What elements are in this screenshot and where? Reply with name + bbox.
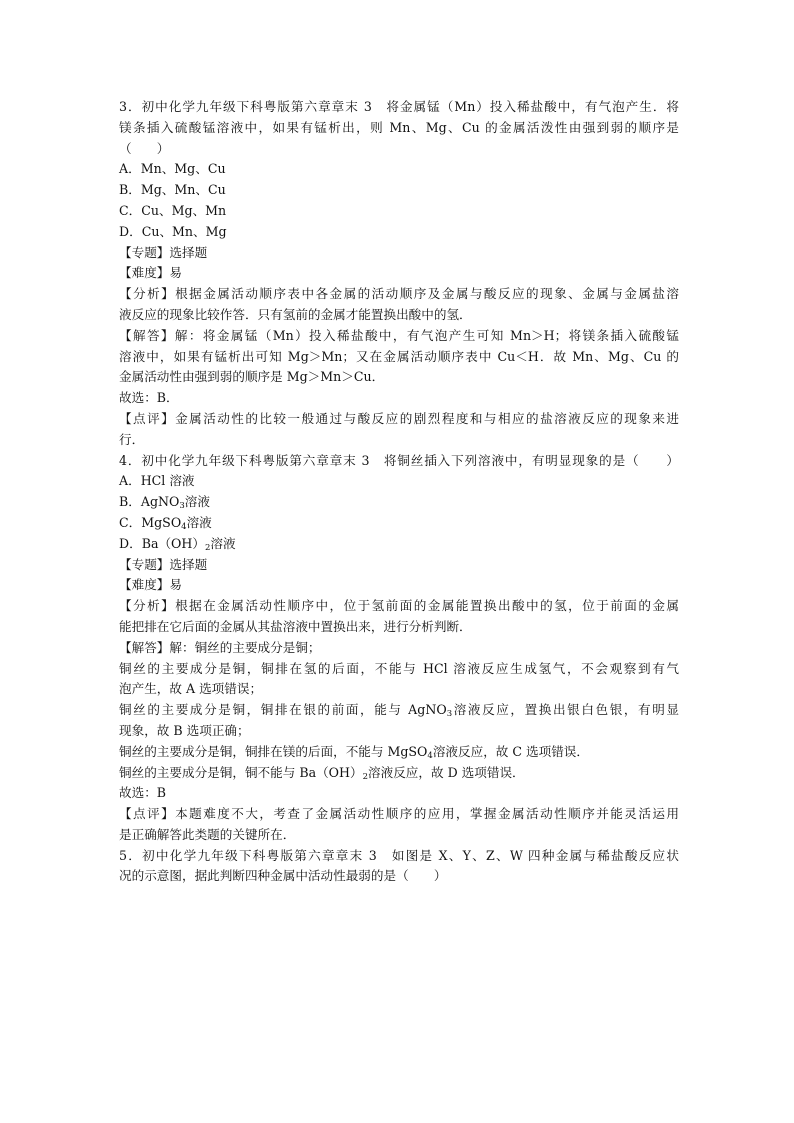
q4-option-d-suffix: 溶液 (210, 535, 236, 551)
q4-comment-line-1: 【点评】本题难度不大，考查了金属活动性顺序的应用，掌握金属活动性顺序并能灵活运用 (119, 806, 679, 822)
q3-option-a: A．Mn、Mg、Cu (119, 161, 226, 177)
q4-option-c (119, 513, 679, 534)
q4-option-b-text: B．AgNO (119, 494, 180, 510)
q3-answer-line-3: 金属活动性由强到弱的顺序是 Mg＞Mn＞Cu． (119, 369, 385, 385)
q5-stem-line-1: 5．初中化学九年级下科粤版第六章章末 3 如图是 X、Y、Z、W 四种金属与稀盐酸反应状 (119, 847, 679, 863)
q4-option-c-subscript: 4 (181, 521, 187, 532)
q3-comment-line-2: 行． (119, 431, 145, 447)
q3-analysis-line-2: 液反应的现象比较作答．只有氢前的金属才能置换出酸中的氢． (119, 306, 472, 322)
q4-answer-line-2: 铜丝的主要成分是铜，铜排在氢的后面，不能与 HCl 溶液反应生成氢气，不会观察到有气 (119, 660, 679, 676)
q4-option-b-suffix: 溶液 (184, 494, 210, 510)
q4-option-b (119, 492, 679, 513)
q4-difficulty: 【难度】易 (119, 577, 182, 593)
q4-choice: 故选：B (119, 785, 167, 801)
q4-analysis-line-1: 【分析】根据在金属活动性顺序中，位于氢前面的金属能置换出酸中的氢，位于前面的金属 (119, 598, 679, 614)
q3-choice: 故选：B． (119, 390, 179, 406)
question-3 (119, 97, 679, 451)
q4-answer-line-7-suffix: 溶液反应，故 D 选项错误． (368, 764, 525, 780)
q4-answer-line-3: 泡产生，故 A 选项错误； (119, 681, 263, 697)
q4-answer-line-5: 现象，故 B 选项正确； (119, 722, 250, 738)
q3-stem-line-2: 镁条插入硫酸锰溶液中，如果有锰析出，则 Mn、Mg、Cu 的金属活泼性由强到弱的顺序是 (119, 119, 679, 135)
q4-answer-line-7 (119, 763, 679, 784)
q3-analysis-line-1: 【分析】根据金属活动顺序表中各金属的活动顺序及金属与酸反应的现象、金属与金属盐溶 (119, 286, 679, 302)
q3-topic: 【专题】选择题 (119, 244, 208, 260)
q4-answer-line-4-suffix: 溶液反应，置换出银白色银，有明显 (452, 702, 680, 718)
q4-option-b-subscript: 3 (179, 501, 185, 512)
q3-answer-line-2: 溶液中，如果有锰析出可知 Mg＞Mn；又在金属活动顺序表中 Cu＜H．故 Mn、Mg、Cu 的 (119, 348, 679, 364)
q4-answer-line-7-subscript: 2 (362, 771, 368, 782)
question-5 (119, 846, 679, 888)
q3-option-d: D．Cu、Mn、Mg (119, 223, 227, 239)
question-4 (119, 451, 679, 846)
q3-option-c: C．Cu、Mg、Mn (119, 202, 227, 218)
q3-comment-line-1: 【点评】金属活动性的比较一般通过与酸反应的剧烈程度和与相应的盐溶液反应的现象来进 (119, 410, 679, 426)
q5-stem-line-2: 况的示意图，据此判断四种金属中活动性最弱的是（ ） (119, 868, 447, 884)
q4-answer-line-6 (119, 742, 679, 763)
q4-option-c-text: C．MgSO (119, 514, 182, 530)
document-body (119, 97, 679, 887)
q3-stem-line-1: 3．初中化学九年级下科粤版第六章章末 3 将金属锰（Mn）投入稀盐酸中，有气泡产生．将 (119, 99, 679, 114)
q3-answer-line-1: 【解答】解：将金属锰（Mn）投入稀盐酸中，有气泡产生可知 Mn＞H；将镁条插入硫酸锰 (119, 327, 679, 343)
q4-answer-line-6-suffix: 溶液反应，故 C 选项错误． (432, 743, 589, 759)
q4-answer-line-7-text: 铜丝的主要成分是铜，铜不能与 Ba（OH） (119, 764, 363, 780)
q4-comment-line-2: 是正确解答此类题的关键所在． (119, 826, 296, 842)
q4-answer-line-4-subscript: 3 (446, 709, 453, 720)
q4-answer-line-4-text: 铜丝的主要成分是铜，铜排在银的前面，能与 AgNO (119, 702, 447, 718)
q4-stem: 4．初中化学九年级下科粤版第六章章末 3 将铜丝插入下列溶液中，有明显现象的是（ ） (119, 452, 679, 468)
q4-option-d-text: D．Ba（OH） (119, 535, 205, 551)
q4-answer-line-6-subscript: 4 (427, 750, 433, 761)
q4-option-a: A．HCl 溶液 (119, 473, 195, 489)
q3-option-b: B．Mg、Mn、Cu (119, 182, 226, 198)
q4-option-d-subscript: 2 (204, 542, 211, 553)
q4-answer-line-6-text: 铜丝的主要成分是铜，铜排在镁的后面，不能与 MgSO (119, 743, 428, 759)
q4-option-c-suffix: 溶液 (186, 514, 212, 530)
q4-answer-line-4 (119, 700, 679, 721)
q4-option-d (119, 534, 679, 555)
q4-answer-line-1: 【解答】解：铜丝的主要成分是铜； (119, 639, 321, 655)
q4-analysis-line-2: 能把排在它后面的金属从其盐溶液中置换出来，进行分析判断． (119, 618, 472, 634)
q4-topic: 【专题】选择题 (119, 556, 208, 572)
q3-difficulty: 【难度】易 (119, 265, 182, 281)
q3-stem-line-3: （ ） (119, 140, 170, 156)
